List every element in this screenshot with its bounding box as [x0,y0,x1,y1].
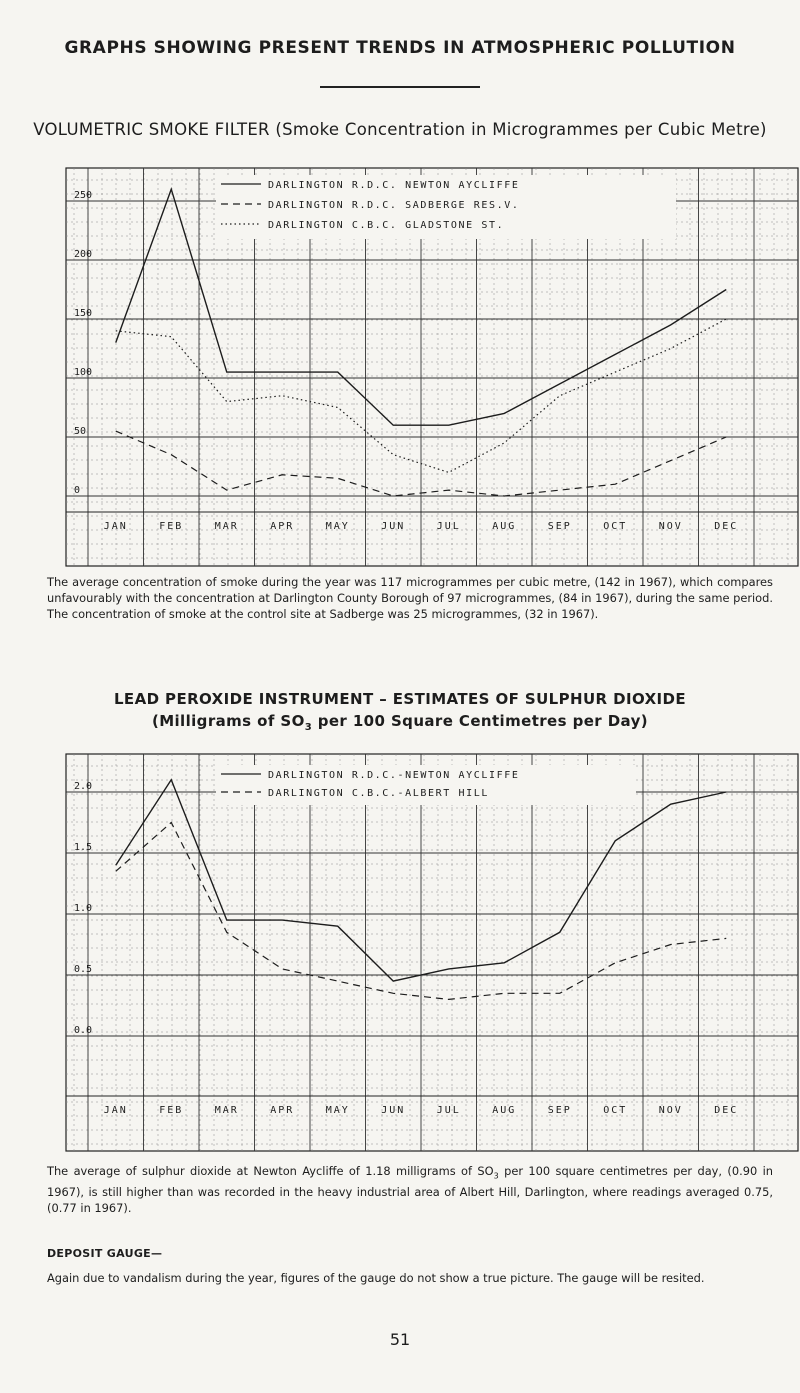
x-tick-label: MAY [325,1105,350,1116]
x-tick-label: FEB [159,521,184,532]
page-number: 51 [389,1330,411,1349]
legend-label: DARLINGTON C.B.C.-ALBERT HILL [268,788,489,799]
so2-heading-subscript: 3 [304,722,313,733]
y-tick-label: 250 [74,190,93,201]
x-tick-label: OCT [603,521,628,532]
x-tick-label: NOV [658,521,683,532]
y-tick-label: 100 [74,367,93,378]
x-tick-label: MAY [325,521,350,532]
y-tick-label: 150 [74,308,93,319]
x-tick-label: MAR [214,1105,239,1116]
legend-label: DARLINGTON R.D.C. NEWTON AYCLIFFE [268,180,520,191]
deposit-gauge-heading: DEPOSIT GAUGE— [47,1247,163,1260]
x-tick-label: SEP [547,521,572,532]
legend-label: DARLINGTON R.D.C. SADBERGE RES.V. [268,200,520,211]
x-tick-label: DEC [714,521,739,532]
x-tick-label: APR [270,1105,295,1116]
legend-label: DARLINGTON C.B.C. GLADSTONE ST. [268,220,505,231]
y-tick-label: 200 [74,249,93,260]
y-tick-label: 0.5 [74,964,93,975]
so2-paragraph-post: per 100 square centimetres per day, (0.90 in 1967), is still higher than was recorded in the heavy industrial area of Albert Hill, Darlington, where readings averaged 0.75, (0.77 in 1967). [47,1164,774,1216]
y-tick-label: 0 [74,485,81,496]
so2-paragraph-subscript: 3 [493,1171,499,1181]
x-tick-label: SEP [547,1105,572,1116]
y-tick-label: 1.5 [74,842,93,853]
x-tick-label: OCT [603,1105,628,1116]
x-tick-label: MAR [214,521,239,532]
x-tick-label: JUN [381,1105,406,1116]
chart-frame [66,754,798,1151]
x-tick-label: APR [270,521,295,532]
x-tick-label: JAN [103,1105,128,1116]
x-tick-label: AUG [492,1105,517,1116]
legend-label: DARLINGTON R.D.C.-NEWTON AYCLIFFE [268,770,520,781]
y-tick-label: 2.0 [74,781,93,792]
so2-heading-line1: LEAD PEROXIDE INSTRUMENT – ESTIMATES OF SULPHUR DIOXIDE [113,690,687,708]
so2-heading-line2-post: per 100 Square Centimetres per Day) [312,712,649,730]
x-tick-label: JUL [436,1105,461,1116]
x-tick-label: NOV [658,1105,683,1116]
x-tick-label: AUG [492,521,517,532]
page-title: GRAPHS SHOWING PRESENT TRENDS IN ATMOSPHERIC POLLUTION [64,38,736,58]
x-tick-label: DEC [714,1105,739,1116]
smoke-chart-heading: VOLUMETRIC SMOKE FILTER (Smoke Concentration in Microgrammes per Cubic Metre) [33,120,767,139]
y-tick-label: 50 [74,426,87,437]
deposit-gauge-paragraph: Again due to vandalism during the year, figures of the gauge do not show a true picture. The gauge will be resited. [47,1271,705,1285]
so2-heading-line2-pre: (Milligrams of SO [151,712,305,730]
x-tick-label: JUL [436,521,461,532]
x-tick-label: JUN [381,521,406,532]
so2-paragraph-pre: The average of sulphur dioxide at Newton Aycliffe of 1.18 milligrams of SO [47,1164,494,1178]
smoke-summary-paragraph: The average concentration of smoke during the year was 117 microgrammes per cubic metre, (142 in 1967), which compares unfavourably with the concentration at Darlington County Borough of 97 microgrammes, (84 in 1967), during the same period. The concentration of smoke at the control site at Sadberge was 25 microgrammes, (32 in 1967). [47,575,773,621]
y-tick-label: 0.0 [74,1025,93,1036]
y-tick-label: 1.0 [74,903,93,914]
x-tick-label: FEB [159,1105,184,1116]
x-tick-label: JAN [103,521,128,532]
so2-summary-paragraph [47,1163,773,1216]
